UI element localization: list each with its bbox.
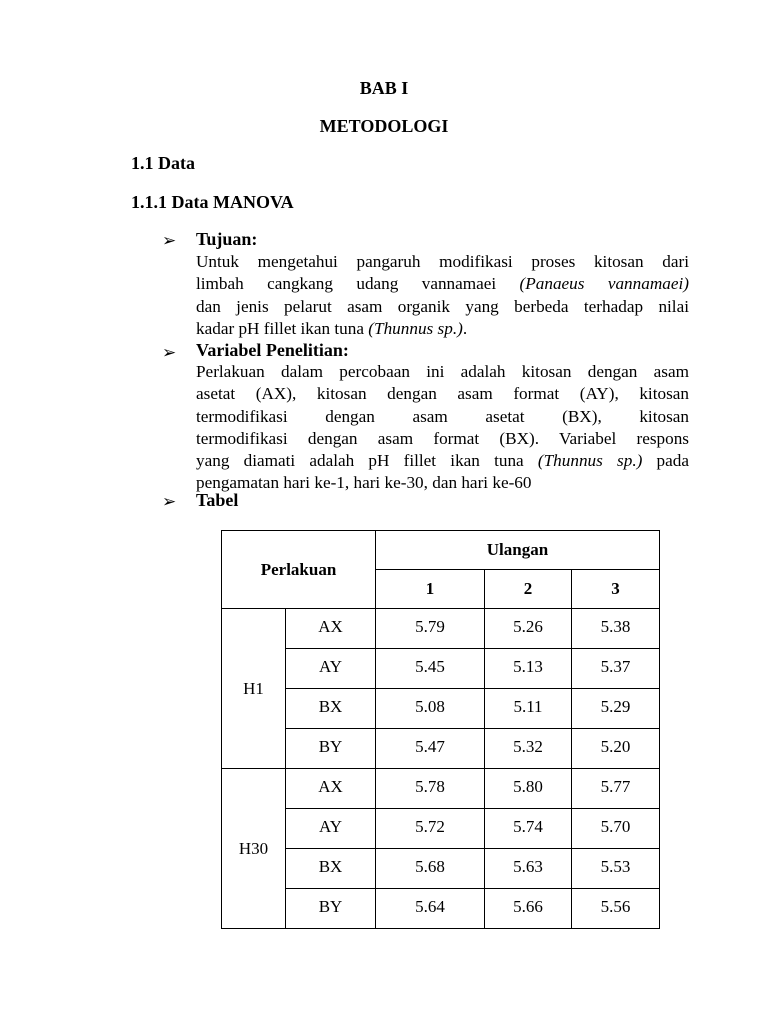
value-cell (485, 849, 572, 889)
ph-data-table (221, 530, 660, 929)
tujuan-line (196, 296, 689, 318)
ph-value: 5.26 (513, 617, 543, 636)
table-row (222, 649, 660, 689)
value-cell (376, 649, 485, 689)
ph-value: 5.64 (415, 897, 445, 916)
ph-value: 5.32 (513, 737, 543, 756)
ph-value: 5.79 (415, 617, 445, 636)
value-cell (485, 609, 572, 649)
text-segment: termodifikasi dengan asam format (BX). Variabel respons (196, 428, 689, 448)
section-heading: 1.1 Data (131, 153, 195, 173)
text-segment: pada (642, 451, 689, 471)
italic-text: (Panaeus vannamaei) (519, 274, 689, 294)
ph-value: 5.74 (513, 817, 543, 836)
value-cell (376, 849, 485, 889)
value-cell (376, 889, 485, 929)
tujuan-line (196, 273, 689, 295)
treatment-label: BX (318, 697, 343, 716)
text-segment: Perlakuan dalam percobaan ini adalah kitosan dengan asam (196, 362, 689, 381)
ph-value: 5.45 (415, 657, 445, 676)
replicate-header: 1 (376, 570, 485, 609)
variabel-line (196, 472, 689, 494)
chapter-title: METODOLOGI (319, 116, 449, 136)
variabel-paragraph (196, 361, 689, 495)
subsection-heading: 1.1.1 Data MANOVA (131, 192, 294, 212)
table-row (222, 609, 660, 649)
value-cell (485, 689, 572, 729)
text-segment: termodifikasi dengan asam asetat (BX), kitosan (196, 406, 689, 426)
ph-value: 5.37 (600, 657, 631, 676)
italic-text: (Thunnus sp.) (537, 451, 643, 471)
value-cell (485, 729, 572, 769)
value-cell (572, 649, 660, 689)
treatment-label: AX (318, 617, 343, 636)
value-cell (376, 769, 485, 809)
treatment-label: BY (318, 897, 343, 916)
value-cell (485, 769, 572, 809)
ph-value: 5.80 (513, 777, 543, 796)
chapter-label: BAB I (359, 78, 409, 98)
variabel-line (196, 428, 689, 450)
text-segment: asetat (AX), kitosan dengan asam format (AY), kitosan (196, 384, 689, 404)
tujuan-paragraph (196, 251, 689, 340)
table-row (222, 689, 660, 729)
value-cell (572, 809, 660, 849)
ph-value: 5.72 (415, 817, 445, 836)
arrow-bullet-icon: ➢ (162, 343, 177, 362)
table-row (222, 729, 660, 769)
ph-value: 5.53 (600, 857, 631, 876)
ph-value: 5.13 (513, 657, 543, 676)
ph-value: 5.68 (415, 857, 445, 876)
italic-text: (Thunnus sp.) (368, 318, 463, 338)
value-cell (572, 849, 660, 889)
ph-value: 5.78 (415, 777, 445, 796)
ph-value: 5.63 (513, 857, 543, 876)
replicate-header: 2 (485, 570, 572, 609)
value-cell (572, 889, 660, 929)
ph-value: 5.11 (513, 697, 543, 716)
ph-value: 5.38 (600, 617, 631, 636)
table-row (222, 889, 660, 929)
value-cell (485, 889, 572, 929)
tujuan-line (196, 251, 689, 273)
value-cell (572, 729, 660, 769)
value-cell (376, 689, 485, 729)
value-cell (376, 809, 485, 849)
ph-value: 5.47 (415, 737, 445, 756)
text-segment: pengamatan hari ke-1, hari ke-30, dan hari ke-60 (196, 473, 532, 493)
text-segment: limbah cangkang udang vannamaei (196, 274, 520, 294)
ulangan-header: Ulangan (376, 531, 660, 570)
tujuan-label: Tujuan: (196, 229, 258, 249)
treatment-cell (286, 849, 376, 889)
ph-value: 5.56 (600, 897, 631, 916)
text-segment: dan jenis pelarut asam organik yang berbeda terhadap nilai (196, 296, 689, 316)
treatment-cell (286, 689, 376, 729)
text-segment: kadar pH fillet ikan tuna (196, 318, 369, 338)
value-cell (376, 609, 485, 649)
variabel-line (196, 450, 689, 472)
value-cell (485, 809, 572, 849)
ph-value: 5.70 (600, 817, 631, 836)
text-segment: . (462, 318, 468, 338)
treatment-label: BX (318, 857, 343, 876)
treatment-cell (286, 889, 376, 929)
replicate-header: 3 (572, 570, 660, 609)
tabel-label: Tabel (196, 490, 239, 510)
ph-value: 5.29 (600, 697, 631, 716)
text-segment: yang diamati adalah pH fillet ikan tuna (196, 451, 538, 471)
value-cell (376, 729, 485, 769)
group-label: H1 (222, 609, 286, 769)
tujuan-line (196, 318, 689, 340)
group-label: H30 (222, 769, 286, 929)
table-row (222, 809, 660, 849)
arrow-bullet-icon: ➢ (162, 231, 177, 250)
variabel-label: Variabel Penelitian: (196, 340, 349, 360)
treatment-label: AY (319, 657, 342, 676)
table-row (222, 769, 660, 809)
text-segment: Untuk mengetahui pangaruh modifikasi proses kitosan dari (196, 252, 689, 271)
ph-value: 5.08 (415, 697, 445, 716)
variabel-line (196, 383, 689, 405)
treatment-label: AY (319, 817, 342, 836)
variabel-line (196, 406, 689, 428)
treatment-cell (286, 649, 376, 689)
ph-value: 5.20 (600, 737, 631, 756)
arrow-bullet-icon: ➢ (162, 492, 177, 511)
ph-value: 5.66 (513, 897, 543, 916)
treatment-label: BY (318, 737, 343, 756)
value-cell (572, 609, 660, 649)
treatment-cell (286, 729, 376, 769)
treatment-cell (286, 609, 376, 649)
value-cell (572, 769, 660, 809)
variabel-line (196, 361, 689, 383)
ph-value: 5.77 (600, 777, 631, 796)
treatment-cell (286, 809, 376, 849)
perlakuan-header: Perlakuan (222, 531, 376, 609)
treatment-cell (286, 769, 376, 809)
table-row (222, 849, 660, 889)
treatment-label: AX (318, 777, 343, 796)
value-cell (572, 689, 660, 729)
value-cell (485, 649, 572, 689)
